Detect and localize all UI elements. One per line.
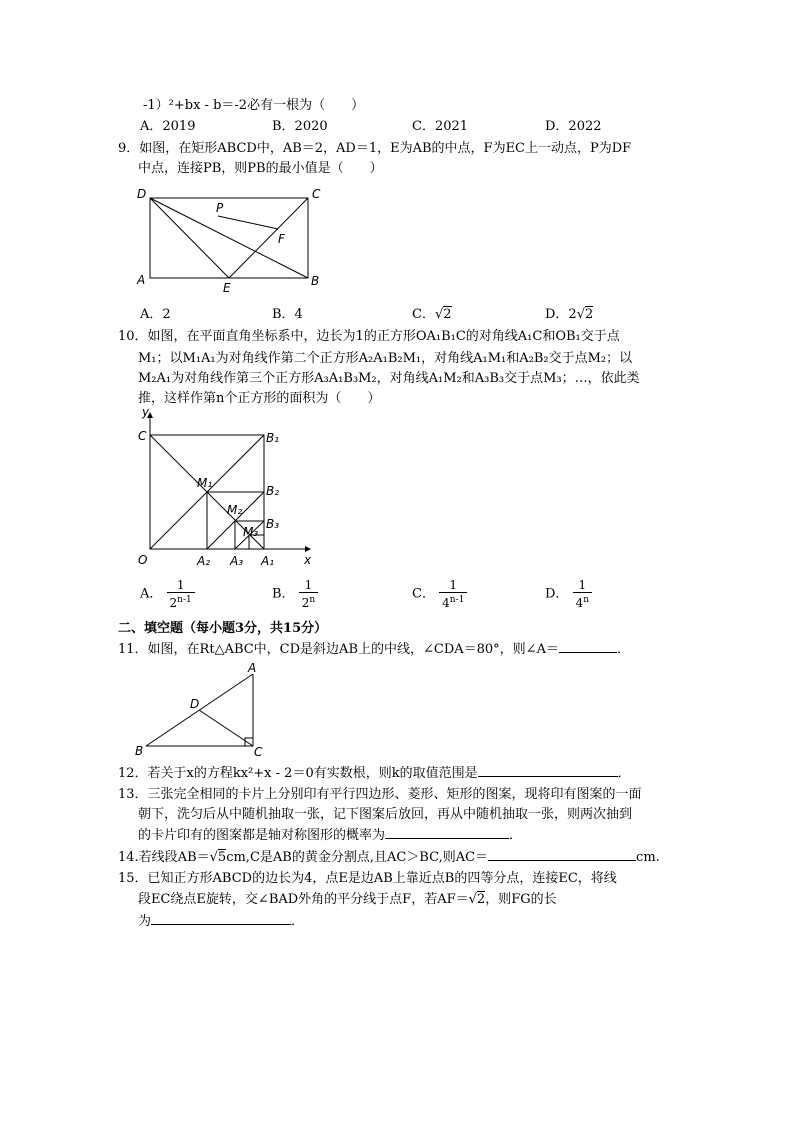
q9-rectangle-figure bbox=[135, 185, 335, 295]
q9-option-c bbox=[412, 306, 452, 324]
q10-label-o: O bbox=[138, 553, 148, 567]
q8-option-a: A．2019 bbox=[140, 119, 196, 134]
q9-option-d-prefix: D．2 bbox=[545, 307, 577, 322]
q8-option-d: D．2022 bbox=[545, 119, 602, 134]
q10-label-m3: M₃ bbox=[243, 525, 259, 539]
sqrt-icon: √ bbox=[209, 850, 218, 865]
q15-text-line1: 15．已知正方形ABCD的边长为4，点E是边AB上靠近点B的四等分点，连接EC，将线 bbox=[118, 871, 617, 886]
q9-option-a: A．2 bbox=[140, 307, 171, 322]
q10-option-d bbox=[545, 578, 592, 610]
q10-label-b3: B₃ bbox=[266, 517, 280, 531]
q11-answer-blank[interactable] bbox=[559, 640, 617, 653]
q12-answer-blank[interactable] bbox=[478, 764, 618, 777]
q15-answer-blank[interactable] bbox=[151, 912, 291, 925]
q9-option-d bbox=[545, 306, 593, 324]
q9-text-line1: 9．如图，在矩形ABCD中，AB＝2，AD＝1，E为AB的中点，F为EC上一动点，P为DF bbox=[118, 141, 632, 156]
q9-label-e: E bbox=[223, 281, 231, 295]
q10-label-b2: B₂ bbox=[266, 484, 280, 498]
q11-label-c: C bbox=[254, 745, 263, 759]
q11-label-a: A bbox=[248, 661, 257, 675]
q10-option-c-prefix: C． bbox=[412, 586, 435, 602]
q13-text-line1: 13．三张完全相同的卡片上分别印有平行四边形、菱形、矩形的图案，现将印有图案的一面 bbox=[118, 787, 642, 802]
q11-label-b: B bbox=[135, 744, 144, 758]
q14-answer-blank[interactable] bbox=[488, 848, 636, 861]
q10-option-a bbox=[140, 578, 195, 610]
q8-continuation: -1）²+bx - b＝-2必有一根为（ ） bbox=[143, 98, 365, 113]
q9-option-c-radicand: 2 bbox=[443, 307, 452, 322]
q9-text-line2: 中点，连接PB，则PB的最小值是（ ） bbox=[138, 161, 383, 176]
q14-text: 14.若线段AB＝√5cm,C是AB的黄金分割点,且AC＞BC,则AC＝ cm. bbox=[118, 850, 660, 865]
q10-label-a2: A₂ bbox=[197, 554, 211, 568]
q12-text: 12．若关于x的方程kx²+x - 2＝0有实数根，则k的取值范围是 ． bbox=[118, 766, 631, 781]
q10-coordinate-figure bbox=[135, 407, 325, 572]
q9-label-c: C bbox=[312, 187, 321, 201]
q10-option-b bbox=[272, 578, 318, 610]
q9-option-d-radicand: 2 bbox=[585, 307, 594, 322]
q10-label-x: x bbox=[304, 553, 312, 567]
q11-triangle-figure bbox=[132, 660, 272, 760]
q13-text-line3: 的卡片印有的图案都是轴对称图形的概率为 ． bbox=[138, 828, 523, 843]
q10-text-line4: 推，这样作第n个正方形的面积为（ ） bbox=[138, 391, 381, 406]
q11-text: 11．如图，在Rt△ABC中，CD是斜边AB上的中线，∠CDA＝80°，则∠A＝ ． bbox=[118, 642, 630, 657]
q9-label-f: F bbox=[278, 232, 285, 246]
q13-answer-blank[interactable] bbox=[385, 826, 509, 839]
q14-radicand: 5 bbox=[217, 850, 227, 865]
q10-option-b-fraction: $\frac{1}{2^n}$ bbox=[299, 578, 318, 610]
q10-label-m2: M₂ bbox=[227, 503, 243, 517]
q10-text-line1: 10．如图，在平面直角坐标系中，边长为1的正方形OA₁B₁C的对角线A₁C和OB₁交于点 bbox=[118, 329, 620, 344]
q11-label-d: D bbox=[190, 697, 200, 711]
q10-option-d-fraction: $\frac{1}{4^n}$ bbox=[573, 578, 592, 610]
q10-option-d-prefix: D． bbox=[545, 586, 569, 602]
q8-option-c: C．2021 bbox=[412, 119, 469, 134]
q10-option-a-prefix: A． bbox=[140, 586, 163, 602]
q15-text-line2: 段EC绕点E旋转，交∠BAD外角的平分线于点F，若AF＝√2，则FG的长 bbox=[138, 892, 557, 907]
q9-label-b: B bbox=[311, 274, 320, 288]
q10-option-b-prefix: B． bbox=[272, 586, 295, 602]
q9-label-p: P bbox=[216, 201, 224, 215]
sqrt-icon: √ bbox=[434, 307, 444, 322]
q8-option-b: B．2020 bbox=[272, 119, 328, 134]
q15-text-line3: 为 ． bbox=[138, 914, 305, 929]
q10-option-c-fraction: $\frac{1}{4^{n-1}}$ bbox=[439, 578, 467, 610]
sqrt-icon: √ bbox=[576, 307, 585, 322]
q10-option-c bbox=[412, 578, 467, 610]
sqrt-icon: √ bbox=[468, 892, 477, 907]
q9-label-d: D bbox=[137, 187, 147, 201]
q9-option-b: B．4 bbox=[272, 307, 303, 322]
q10-label-b1: B₁ bbox=[266, 431, 280, 445]
q10-text-line3: M₂A₁为对角线作第三个正方形A₃A₁B₃M₂，对角线A₁M₂和A₃B₃交于点M₃；…，依此类 bbox=[138, 371, 640, 386]
q10-label-c: C bbox=[138, 429, 147, 443]
q10-text-line2: M₁；以M₁A₁为对角线作第二个正方形A₂A₁B₂M₁，对角线A₁M₁和A₂B₂交于点M₂；以 bbox=[138, 351, 633, 366]
q9-option-c-prefix: C． bbox=[412, 307, 435, 322]
q10-option-a-fraction: $\frac{1}{2^{n-1}}$ bbox=[167, 578, 195, 610]
section-heading: 二、填空题（每小题3分，共15分） bbox=[118, 621, 328, 636]
q9-label-a: A bbox=[137, 273, 146, 287]
q10-label-y: y bbox=[142, 407, 150, 419]
q10-label-a3: A₃ bbox=[230, 554, 244, 568]
q15-radicand: 2 bbox=[476, 892, 486, 907]
q10-label-m1: M₁ bbox=[197, 476, 213, 490]
q10-label-a1: A₁ bbox=[261, 554, 275, 568]
q13-text-line2: 朝下，洗匀后从中随机抽取一张，记下图案后放回，再从中随机抽取一张，则两次抽到 bbox=[138, 807, 633, 822]
